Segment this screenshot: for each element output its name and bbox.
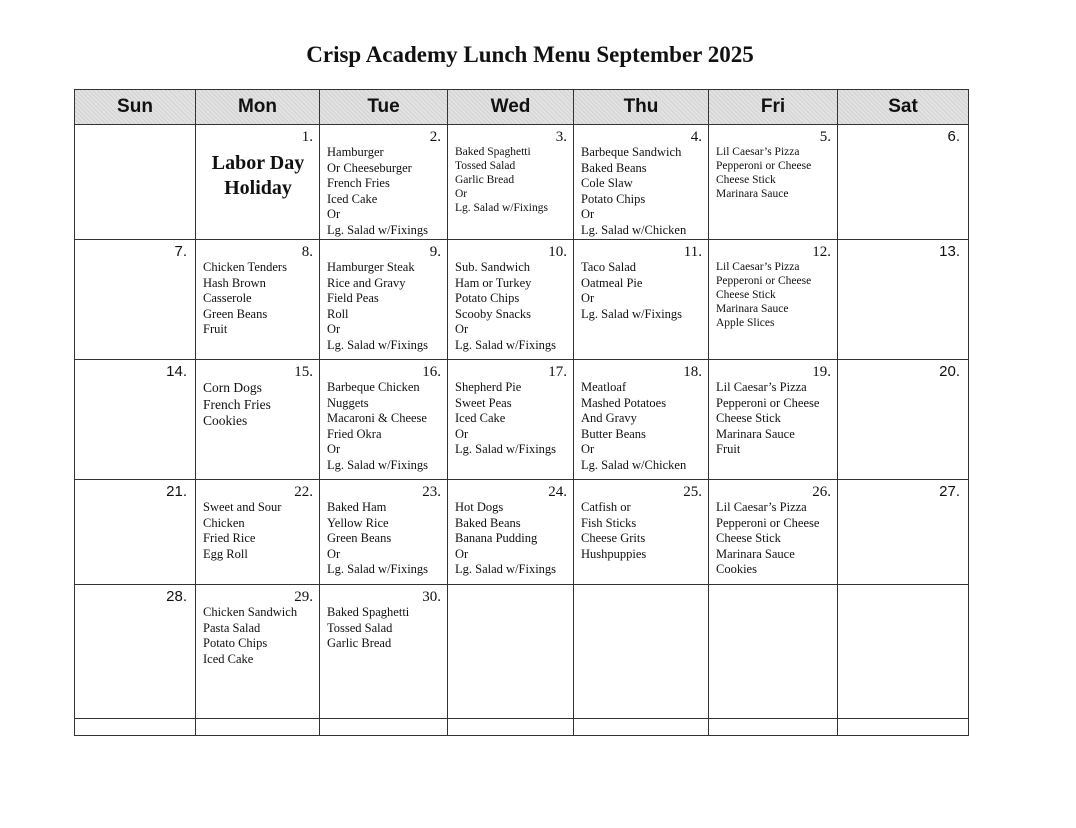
week-row [75, 125, 969, 240]
menu-item: Pepperoni or Cheese [716, 515, 820, 530]
menu-item: Or [455, 322, 469, 336]
day-cell-mon [196, 125, 320, 240]
menu-item: Garlic Bread [327, 636, 392, 650]
menu-item: Lg. Salad w/Fixings [455, 337, 557, 352]
day-number: 9. [429, 244, 441, 260]
menu-item: Apple Slices [716, 317, 775, 329]
menu-item: Lg. Salad w/Chicken [581, 457, 687, 472]
day-number: 24. [548, 484, 567, 500]
day-number: 29. [294, 589, 313, 605]
menu-item: Or Cheeseburger [327, 160, 412, 175]
menu-item: Cheese Stick [716, 174, 776, 186]
menu-item: Sub. Sandwich [455, 260, 530, 274]
menu-item: Macaroni & Cheese [327, 411, 427, 425]
menu-item: Hot Dogs [455, 500, 504, 514]
menu-item: Hamburger Steak [327, 260, 415, 274]
menu-item: Cookies [716, 562, 757, 576]
menu-item: Corn Dogs [203, 380, 262, 395]
empty-cell [709, 719, 838, 736]
day-number: 16. [422, 364, 441, 380]
menu-item: Tossed Salad [455, 160, 516, 172]
week-row [75, 585, 969, 719]
menu-item: Chicken Sandwich [203, 605, 298, 619]
menu-item: Pasta Salad [203, 620, 261, 635]
menu-item: Tossed Salad [327, 620, 393, 635]
menu-item: Mashed Potatoes [581, 395, 667, 410]
weekday-header: Mon [196, 90, 320, 125]
menu-item: Roll [327, 306, 349, 321]
menu-list [327, 380, 441, 473]
weekday-header: Sat [838, 90, 969, 125]
menu-item: Field Peas [327, 291, 379, 305]
menu-item: Meatloaf [581, 380, 627, 394]
day-number: 6. [947, 128, 960, 145]
menu-item: Catfish or [581, 500, 631, 514]
day-number: 3. [555, 129, 567, 145]
menu-item: Or [581, 442, 595, 456]
day-number: 1. [301, 129, 313, 145]
day-number: 23. [422, 484, 441, 500]
menu-item: Garlic Bread [455, 174, 515, 186]
day-cell-mon [196, 360, 320, 480]
day-number: 17. [548, 364, 567, 380]
week-row [75, 360, 969, 480]
menu-item: Or [455, 546, 469, 561]
menu-item: Or [327, 207, 341, 221]
day-cell-mon [196, 585, 320, 719]
holiday-label [203, 151, 313, 201]
menu-item: Marinara Sauce [716, 426, 795, 441]
weekday-header-row [75, 90, 969, 125]
page-title: Crisp Academy Lunch Menu September 2025 [306, 42, 754, 67]
menu-item: Cheese Stick [716, 411, 781, 425]
day-cell-sun [75, 240, 196, 360]
menu-item: Baked Spaghetti [327, 605, 410, 619]
menu-item: Or [455, 426, 469, 441]
day-cell-sat [838, 240, 969, 360]
day-cell-thu [574, 125, 709, 240]
day-number: 2. [429, 129, 441, 145]
empty-cell [196, 719, 320, 736]
day-number: 18. [683, 364, 702, 380]
menu-list [455, 260, 567, 353]
menu-item: Cheese Stick [716, 531, 781, 545]
menu-item: French Fries [327, 176, 390, 190]
holiday-line: Holiday [224, 177, 292, 199]
menu-item: Baked Beans [455, 515, 521, 530]
day-number: 14. [166, 363, 187, 380]
day-cell-fri [709, 480, 838, 585]
menu-item: Butter Beans [581, 426, 646, 441]
day-number: 8. [301, 244, 313, 260]
menu-item: Lil Caesar’s Pizza [716, 500, 807, 514]
day-number: 20. [939, 363, 960, 380]
day-cell-sun [75, 125, 196, 240]
weekday-header: Tue [320, 90, 448, 125]
day-number: 7. [174, 243, 187, 260]
menu-item: Scooby Snacks [455, 306, 532, 321]
menu-item: Egg Roll [203, 546, 248, 561]
menu-list [716, 380, 831, 458]
day-cell-tue [320, 585, 448, 719]
empty-row [75, 719, 969, 736]
menu-item: Pepperoni or Cheese [716, 275, 812, 287]
menu-item: Chicken Tenders [203, 260, 287, 274]
menu-item: And Gravy [581, 411, 637, 425]
day-cell-tue [320, 480, 448, 585]
day-number: 27. [939, 483, 960, 500]
day-cell-sat [838, 360, 969, 480]
weekday-header: Fri [709, 90, 838, 125]
day-cell-fri [709, 125, 838, 240]
menu-item: Lg. Salad w/Fixings [327, 457, 429, 472]
day-cell-sun [75, 360, 196, 480]
day-cell-sat [838, 585, 969, 719]
menu-list [581, 380, 702, 473]
menu-item: Hamburger [327, 145, 384, 159]
menu-item: Or [581, 291, 595, 305]
menu-item: Potato Chips [455, 291, 520, 305]
day-cell-thu [574, 240, 709, 360]
menu-list [581, 260, 702, 322]
menu-item: Barbeque Chicken [327, 380, 420, 394]
day-cell-wed [448, 585, 574, 719]
menu-item: Barbeque Sandwich [581, 145, 682, 159]
day-number: 5. [819, 129, 831, 145]
menu-item: Pepperoni or Cheese [716, 160, 812, 172]
weekday-header: Thu [574, 90, 709, 125]
menu-item: Baked Beans [581, 160, 647, 175]
menu-list [455, 380, 567, 458]
week-row [75, 240, 969, 360]
day-cell-fri [709, 585, 838, 719]
menu-item: Hash Brown [203, 275, 266, 290]
day-cell-wed [448, 240, 574, 360]
calendar-table [74, 89, 969, 736]
menu-item: Lil Caesar’s Pizza [716, 380, 807, 394]
day-cell-tue [320, 240, 448, 360]
menu-item: Green Beans [327, 531, 392, 545]
day-cell-wed [448, 480, 574, 585]
menu-list [455, 500, 567, 578]
menu-item: Pepperoni or Cheese [716, 395, 820, 410]
menu-list [203, 500, 313, 562]
day-number: 11. [683, 244, 702, 260]
day-cell-wed [448, 125, 574, 240]
menu-item: Fish Sticks [581, 515, 637, 530]
empty-cell [574, 719, 709, 736]
menu-list [716, 145, 831, 201]
menu-item: Lil Caesar’s Pizza [716, 146, 800, 158]
day-number: 15. [294, 364, 313, 380]
day-number: 12. [812, 244, 831, 260]
day-number: 26. [812, 484, 831, 500]
menu-item: Hushpuppies [581, 546, 647, 561]
menu-item: Oatmeal Pie [581, 275, 643, 290]
menu-item: Ham or Turkey [455, 275, 532, 290]
menu-item: Lg. Salad w/Fixings [327, 222, 429, 237]
empty-cell [75, 719, 196, 736]
menu-item: Lg. Salad w/Fixings [455, 202, 548, 214]
menu-list [203, 380, 313, 430]
menu-list [581, 500, 702, 562]
menu-item: Baked Spaghetti [455, 146, 531, 158]
day-cell-thu [574, 585, 709, 719]
menu-item: Or [581, 207, 595, 221]
day-number: 25. [683, 484, 702, 500]
menu-item: Or [327, 442, 341, 456]
menu-item: Sweet and Sour [203, 500, 282, 514]
menu-item: French Fries [203, 396, 271, 412]
menu-item: Marinara Sauce [716, 303, 789, 315]
menu-list [581, 145, 702, 238]
menu-item: Cheese Stick [716, 289, 776, 301]
day-number: 4. [690, 129, 702, 145]
menu-item: Cole Slaw [581, 176, 633, 190]
day-cell-wed [448, 360, 574, 480]
weekday-header: Wed [448, 90, 574, 125]
menu-item: Fruit [203, 322, 228, 336]
menu-list [327, 605, 441, 652]
menu-item: Nuggets [327, 395, 369, 410]
day-number: 30. [422, 589, 441, 605]
menu-list [327, 500, 441, 578]
menu-item: Sweet Peas [455, 395, 512, 410]
menu-item: Baked Ham [327, 500, 387, 514]
day-number: 10. [548, 244, 567, 260]
empty-cell [320, 719, 448, 736]
day-cell-mon [196, 240, 320, 360]
menu-item: Green Beans [203, 306, 268, 321]
menu-list [327, 145, 441, 238]
day-cell-sun [75, 585, 196, 719]
menu-item: Potato Chips [581, 191, 646, 206]
menu-item: Fried Rice [203, 531, 256, 545]
menu-item: Cookies [203, 413, 248, 428]
menu-item: Iced Cake [327, 191, 378, 206]
menu-item: Cheese Grits [581, 531, 646, 545]
day-cell-mon [196, 480, 320, 585]
menu-item: Marinara Sauce [716, 546, 795, 561]
menu-list [716, 260, 831, 330]
menu-item: Lg. Salad w/Fixings [581, 306, 683, 321]
day-cell-tue [320, 360, 448, 480]
day-cell-thu [574, 480, 709, 585]
menu-item: Fried Okra [327, 426, 382, 441]
day-number: 28. [166, 588, 187, 605]
menu-item: Shepherd Pie [455, 380, 522, 394]
day-cell-sat [838, 125, 969, 240]
day-number: 21. [166, 483, 187, 500]
menu-item: Lg. Salad w/Fixings [455, 442, 557, 456]
day-cell-sat [838, 480, 969, 585]
menu-item: Taco Salad [581, 260, 637, 274]
menu-item: Iced Cake [455, 411, 506, 425]
menu-list [327, 260, 441, 353]
menu-item: Banana Pudding [455, 531, 538, 545]
menu-item: Or [327, 546, 341, 561]
day-number: 22. [294, 484, 313, 500]
empty-cell [838, 719, 969, 736]
menu-item: Lg. Salad w/Fixings [327, 337, 429, 352]
menu-item: Chicken [203, 515, 245, 530]
day-number: 13. [939, 243, 960, 260]
menu-item: Rice and Gravy [327, 275, 406, 290]
menu-item: Yellow Rice [327, 515, 389, 530]
menu-item: Lg. Salad w/Fixings [455, 562, 557, 576]
day-cell-fri [709, 240, 838, 360]
day-cell-tue [320, 125, 448, 240]
menu-item: Or [327, 322, 341, 336]
menu-item: Fruit [716, 442, 741, 456]
menu-item: Potato Chips [203, 636, 268, 650]
menu-item: Marinara Sauce [716, 188, 789, 200]
menu-list [716, 500, 831, 578]
menu-item: Lg. Salad w/Fixings [327, 562, 429, 576]
holiday-line: Labor Day [211, 152, 305, 174]
menu-list [455, 145, 567, 215]
weekday-header: Sun [75, 90, 196, 125]
empty-cell [448, 719, 574, 736]
menu-item: Or [455, 188, 468, 200]
day-number: 19. [812, 364, 831, 380]
day-cell-fri [709, 360, 838, 480]
menu-item: Lg. Salad w/Chicken [581, 222, 687, 237]
menu-list [203, 605, 313, 667]
menu-list [203, 260, 313, 338]
day-cell-thu [574, 360, 709, 480]
week-row [75, 480, 969, 585]
menu-item: Casserole [203, 291, 252, 305]
menu-item: Lil Caesar’s Pizza [716, 261, 800, 273]
menu-item: Iced Cake [203, 651, 254, 666]
day-cell-sun [75, 480, 196, 585]
